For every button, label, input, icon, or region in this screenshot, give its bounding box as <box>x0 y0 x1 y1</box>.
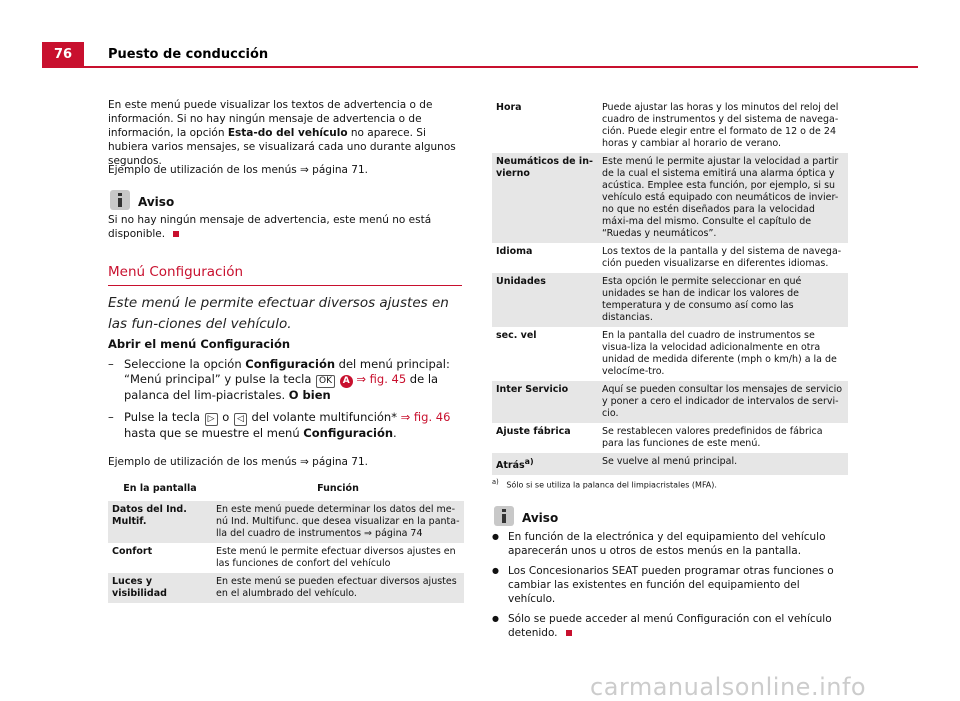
a-key-badge: A <box>340 375 353 388</box>
table-row: Confort Este menú le permite efectuar diversos ajustes en las funciones de confort del vehículo <box>112 546 456 569</box>
table-row: Idioma Los textos de la pantalla y del sistema de navega-ción pueden visualizarse en diferentes idiomas. <box>496 246 842 269</box>
step-2: – Pulse la tecla ▷ o ◁ del volante multifunción* ⇒ fig. 46 hasta que se muestre el menú Configuración. <box>108 410 451 440</box>
note-title: Aviso <box>522 511 559 525</box>
info-icon <box>494 506 514 526</box>
end-marker <box>566 630 572 636</box>
fig-46-link[interactable]: ⇒ fig. 46 <box>400 410 451 424</box>
table-row: sec. vel En la pantalla del cuadro de instrumentos se visua-liza la velocidad adicionalmente en otra unidad de medida diferente (mph o km/h) a la de velocíme-tro. <box>496 330 837 377</box>
section-rule <box>108 285 462 286</box>
note-text: Si no hay ningún mensaje de advertencia, este menú no está disponible. <box>108 214 432 240</box>
info-icon <box>110 190 130 210</box>
settings-menu-table <box>108 480 464 603</box>
sub-heading: Abrir el menú Configuración <box>108 337 291 351</box>
page-number: 76 <box>42 42 84 68</box>
section-title: Menú Configuración <box>108 264 244 280</box>
list-item: ● Sólo se puede acceder al menú Configuración con el vehículo detenido. <box>492 612 848 640</box>
footnote: $^{a)}$ Sólo si se utiliza la palanca del limpiacristales (MFA). <box>492 478 717 490</box>
table-row: Unidades Esta opción le permite seleccionar en qué unidades se han de indicar los valores de temperatura y de consumo así como las distancias. <box>492 273 848 327</box>
warning-menu-paragraph: En este menú puede visualizar los textos de advertencia o de información. Si no hay ningún mensaje de advertencia o de información, la opción Esta-do del vehículo no aparece. Si hubiera varios mensajes, se visualizará cada uno durante algunos segundos. <box>108 99 456 167</box>
menu-usage-reference-2: Ejemplo de utilización de los menús ⇒ página 71. <box>108 456 368 468</box>
next-key: ▷ <box>205 413 218 426</box>
ok-key: OK <box>316 375 335 388</box>
table-row: Atrás$^{a)}$ Se vuelve al menú principal. <box>492 453 848 475</box>
note-title: Aviso <box>138 195 175 209</box>
watermark: carmanualsonline.info <box>590 673 867 701</box>
table-row: Luces y visibilidad En este menú se pueden efectuar diversos ajustes en el alumbrado del vehículo. <box>108 573 464 603</box>
step-1: – Seleccione la opción Configuración del menú principal: “Menú principal” y pulse la tecla OK A ⇒ fig. 45 de la palanca del lim-piacristales. O bien <box>108 357 450 402</box>
table-row: Inter Servicio Aquí se pueden consultar los mensajes de servicio y poner a cero el indicador de intervalos de servi-cio. <box>492 381 848 423</box>
table-row: Ajuste fábrica Se restablecen valores predefinidos de fábrica para las funciones de este menú. <box>496 426 823 449</box>
end-marker <box>173 231 179 237</box>
menu-usage-reference: Ejemplo de utilización de los menús ⇒ página 71. <box>108 164 368 176</box>
header-rule <box>84 66 918 68</box>
section-intro: Este menú le permite efectuar diversos ajustes en las fun-ciones del vehículo. <box>108 295 449 332</box>
fig-45-link[interactable]: ⇒ fig. 45 <box>356 372 407 386</box>
settings-options-table <box>492 99 848 475</box>
list-item: ● Los Concesionarios SEAT pueden programar otras funciones o cambiar las existentes en función del equipamiento del vehículo. <box>492 564 848 606</box>
note-bullets <box>492 530 848 646</box>
table-row: Hora Puede ajustar las horas y los minutos del reloj del cuadro de instrumentos y del sistema de navega-ción. Puede elegir entre el formato de 12 o de 24 horas y cambiar al horario de verano. <box>496 102 839 149</box>
prev-key: ◁ <box>234 413 247 426</box>
chapter-title: Puesto de conducción <box>108 47 269 62</box>
col-header-function: Función <box>317 483 359 494</box>
list-item: ● En función de la electrónica y del equipamiento del vehículo aparecerán unos u otros de estos menús en la pantalla. <box>492 530 848 558</box>
table-row: Datos del Ind. Multif. En este menú puede determinar los datos del me-nú Ind. Multifunc. que desea visualizar en la panta-lla del cuadro de instrumentos ⇒ página 74 <box>108 501 464 543</box>
col-header-screen: En la pantalla <box>123 483 197 494</box>
table-row: Neumáticos de in-vierno Este menú le permite ajustar la velocidad a partir de la cual el sistema emitirá una alarma óptica y acústica. Emplee esta función, por ejemplo, si su vehículo está equipado con neumáticos de invier-no que no estén diseñados para la velocidad máxi-ma del mismo. Consulte el capítulo de “Ruedas y neumáticos”. <box>492 153 848 243</box>
